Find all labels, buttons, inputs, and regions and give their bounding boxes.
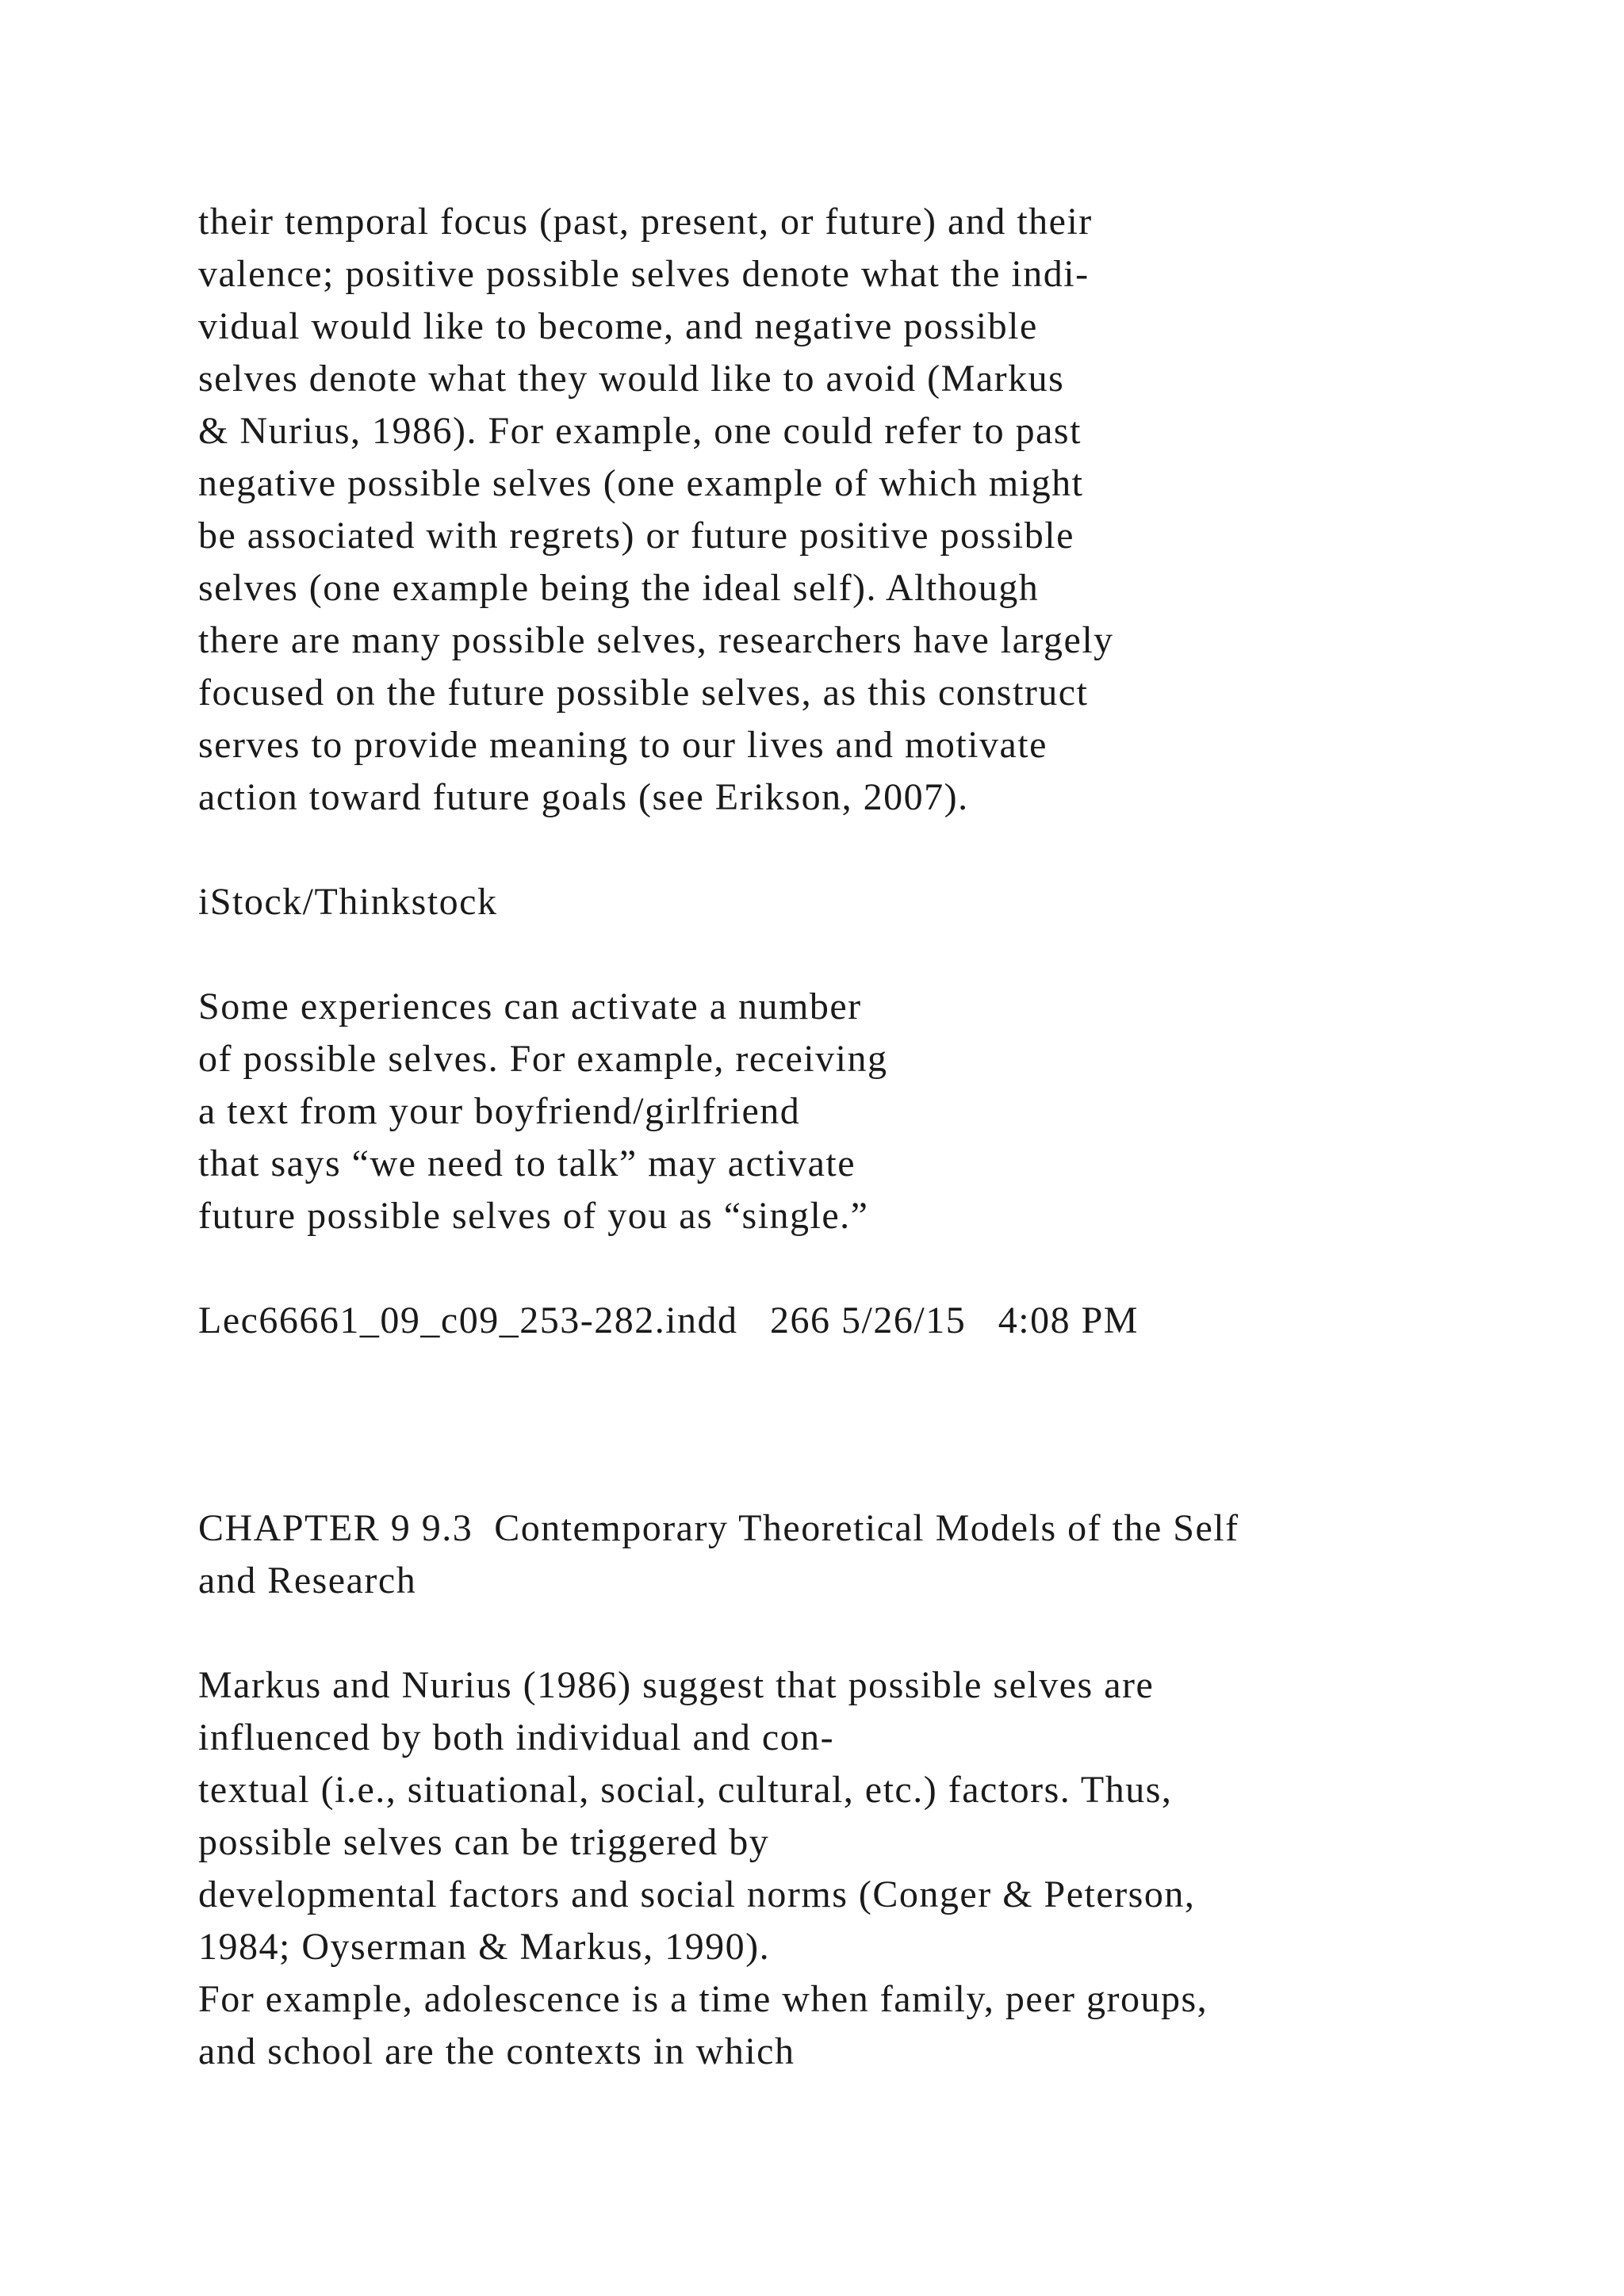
text-line: textual (i.e., situational, social, cultural, etc.) factors. Thus,: [198, 1769, 1173, 1811]
text-line: be associated with regrets) or future positive possible: [198, 515, 1074, 557]
text-line: negative possible selves (one example of which might: [198, 462, 1084, 504]
text-line: influenced by both individual and con-: [198, 1716, 835, 1758]
text-line: Markus and Nurius (1986) suggest that possible selves are: [198, 1664, 1155, 1706]
text-line: their temporal focus (past, present, or future) and their: [198, 201, 1093, 243]
text-line: For example, adolescence is a time when family, peer groups,: [198, 1978, 1208, 2020]
text-line: developmental factors and social norms (Conger & Peterson,: [198, 1873, 1196, 1915]
caption-line: a text from your boyfriend/girlfriend: [198, 1090, 801, 1132]
text-line: selves denote what they would like to avoid (Markus: [198, 358, 1065, 400]
caption-line: Some experiences can activate a number: [198, 985, 862, 1027]
text-line: there are many possible selves, researchers have largely: [198, 619, 1114, 661]
caption-line: that says “we need to talk” may activate: [198, 1142, 856, 1184]
caption-line: of possible selves. For example, receiving: [198, 1038, 888, 1080]
text-line: serves to provide meaning to our lives and motivate: [198, 724, 1048, 766]
text-line: valence; positive possible selves denote what the indi-: [198, 253, 1090, 295]
text-line: & Nurius, 1986). For example, one could refer to past: [198, 410, 1082, 452]
heading-line: and Research: [198, 1559, 417, 1601]
text-line: focused on the future possible selves, as this construct: [198, 672, 1089, 714]
text-line: action toward future goals (see Erikson, 2007).: [198, 776, 969, 818]
file-footer: Lec66661_09_c09_253-282.indd 266 5/26/15 4:08 PM: [198, 1299, 1139, 1341]
text-line: vidual would like to become, and negative possible: [198, 305, 1038, 347]
text-line: selves (one example being the ideal self). Although: [198, 567, 1040, 609]
text-line: 1984; Oyserman & Markus, 1990).: [198, 1926, 771, 1968]
heading-line: CHAPTER 9 9.3 Contemporary Theoretical Models of the Self: [198, 1507, 1239, 1549]
photo-credit: iStock/Thinkstock: [198, 881, 498, 923]
text-line: and school are the contexts in which: [198, 2030, 795, 2072]
text-line: possible selves can be triggered by: [198, 1821, 770, 1863]
caption-line: future possible selves of you as “single.”: [198, 1195, 869, 1237]
